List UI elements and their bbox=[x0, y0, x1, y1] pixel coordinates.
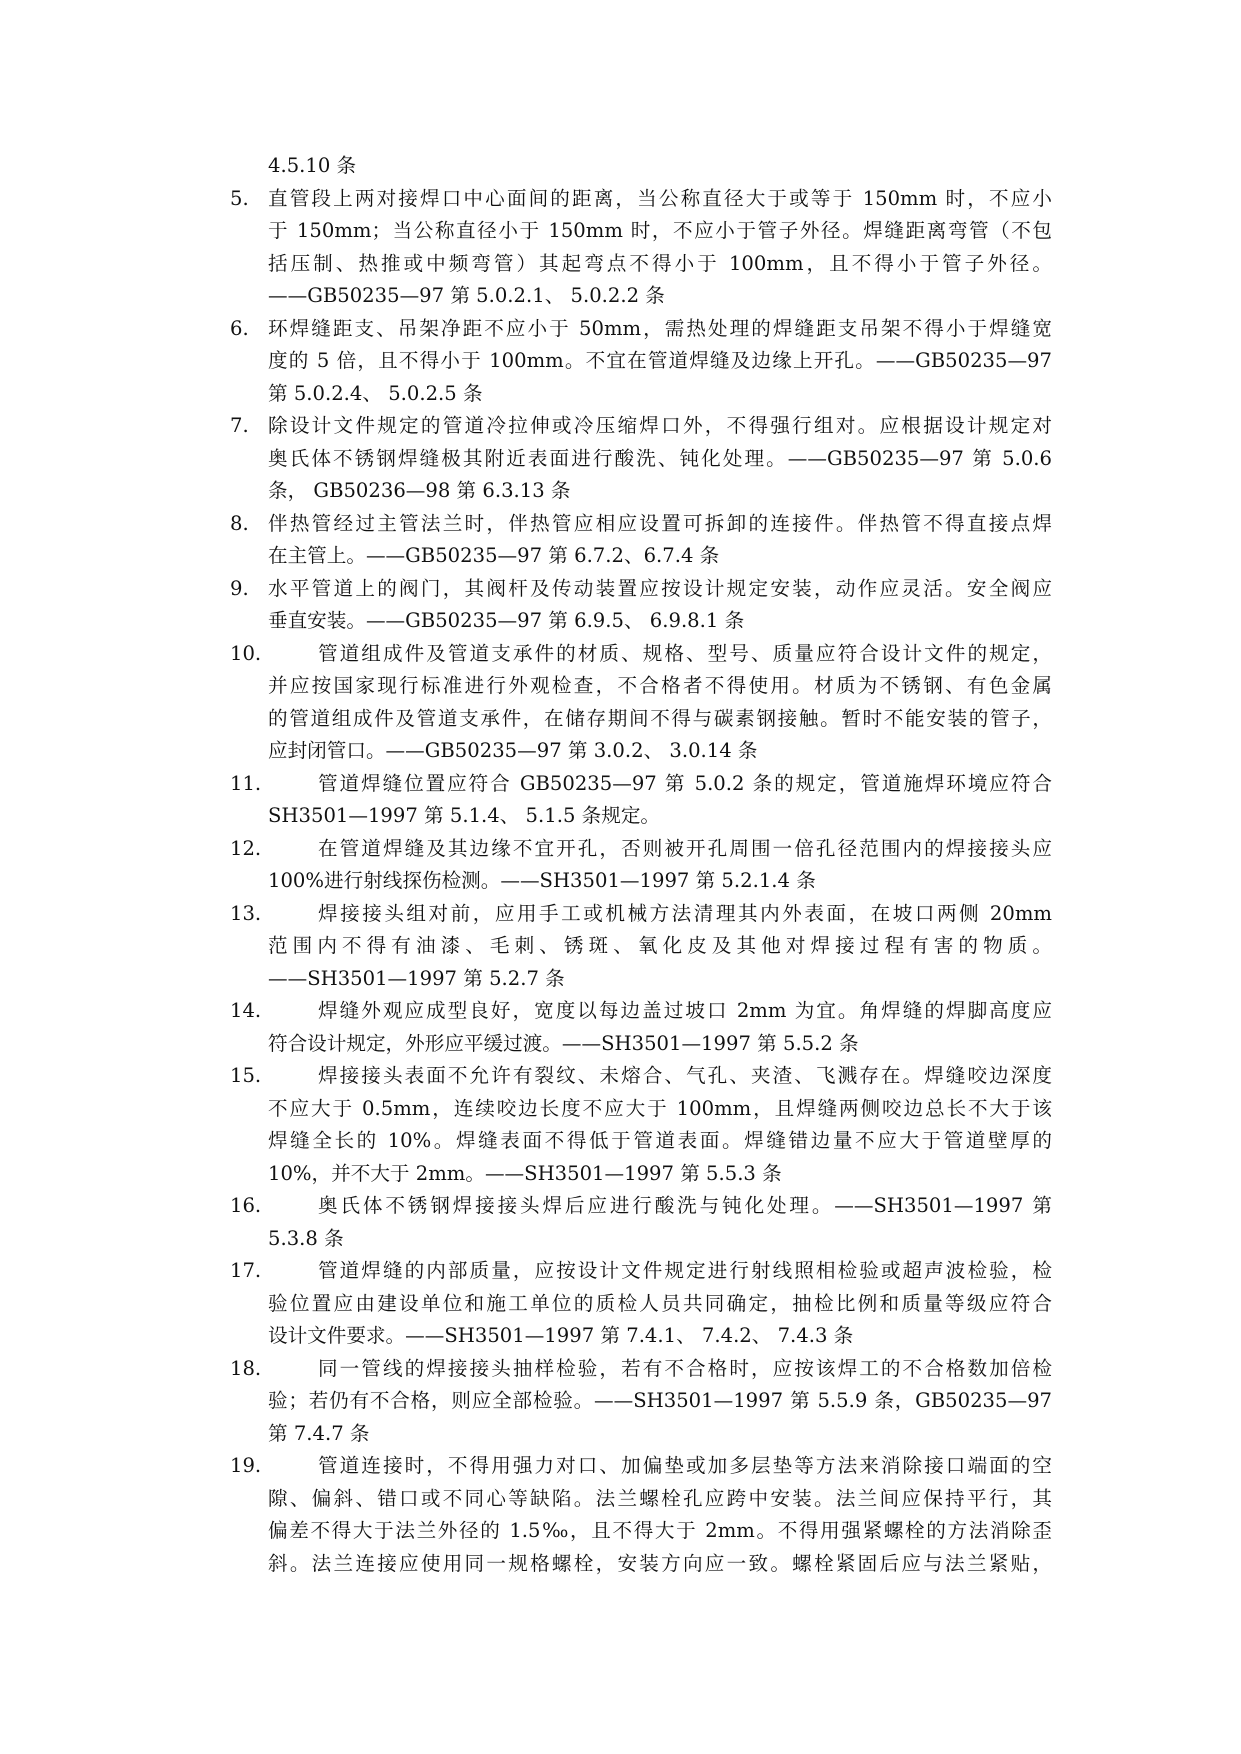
item-text-line: 验位置应由建设单位和施工单位的质检人员共同确定，抽检比例和质量等级应符合 bbox=[268, 1291, 1052, 1315]
text-line bbox=[230, 410, 1052, 443]
item-text-line: 第 7.4.7 条 bbox=[268, 1421, 370, 1445]
item-text-line: 焊接接头组对前，应用手工或机械方法清理其内外表面，在坡口两侧 20mm bbox=[318, 901, 1052, 925]
item-text-line: 范围内不得有油漆、毛刺、锈斑、氧化皮及其他对焊接过程有害的物质。 bbox=[268, 934, 1052, 957]
item-text-line: 符合设计规定，外形应平缓过渡。——SH3501—1997 第 5.5.2 条 bbox=[268, 1031, 859, 1055]
text-line bbox=[230, 1418, 1052, 1451]
item-text-line: 伴热管经过主管法兰时，伴热管应相应设置可拆卸的连接件。伴热管不得直接点焊 bbox=[268, 511, 1052, 535]
text-line bbox=[230, 1483, 1052, 1516]
item-text-line: 100%进行射线探伤检测。——SH3501—1997 第 5.2.1.4 条 bbox=[268, 869, 816, 892]
item-text-line: 管道连接时，不得用强力对口、加偏垫或加多层垫等方法来消除接口端面的空 bbox=[318, 1454, 1052, 1477]
item-text-line: 应封闭管口。——GB50235—97 第 3.0.2、 3.0.14 条 bbox=[268, 739, 758, 762]
item-number: 8. bbox=[230, 511, 249, 535]
item-text-line: 焊缝全长的 10%。焊缝表面不得低于管道表面。焊缝错边量不应大于管道壁厚的 bbox=[268, 1129, 1052, 1152]
text-line bbox=[230, 443, 1052, 476]
text-line bbox=[230, 1450, 1052, 1483]
item-number: 9. bbox=[230, 576, 249, 600]
text-line bbox=[230, 670, 1052, 703]
text-line bbox=[230, 1320, 1052, 1353]
text-line bbox=[230, 345, 1052, 378]
item-text-line: 10%，并不大于 2mm。——SH3501—1997 第 5.5.3 条 bbox=[268, 1161, 782, 1185]
item-text-line: 管道组成件及管道支承件的材质、规格、型号、质量应符合设计文件的规定， bbox=[318, 641, 1052, 665]
text-line bbox=[230, 1190, 1052, 1223]
item-text-line: 焊接接头表面不允许有裂纹、未熔合、气孔、夹渣、飞溅存在。焊缝咬边深度 bbox=[318, 1064, 1052, 1087]
text-line bbox=[230, 1515, 1052, 1548]
item-number: 19. bbox=[230, 1454, 262, 1477]
item-text-line: 奥氏体不锈钢焊缝极其附近表面进行酸洗、钝化处理。——GB50235—97 第 5.0.6 bbox=[268, 446, 1052, 470]
item-text-line: SH3501—1997 第 5.1.4、 5.1.5 条规定。 bbox=[268, 804, 661, 827]
item-text-line: 管道焊缝的内部质量，应按设计文件规定进行射线照相检验或超声波检验，检 bbox=[318, 1259, 1052, 1282]
item-text-line: 隙、偏斜、错口或不同心等缺陷。法兰螺栓孔应跨中安装。法兰间应保持平行，其 bbox=[268, 1486, 1052, 1510]
item-number: 14. bbox=[230, 999, 262, 1022]
text-line bbox=[230, 1548, 1052, 1581]
text-line bbox=[230, 800, 1052, 833]
text-line bbox=[230, 183, 1052, 216]
item-text-line: 于 150mm；当公称直径小于 150mm 时，不应小于管子外径。焊缝距离弯管（不包 bbox=[268, 219, 1052, 242]
text-line bbox=[230, 508, 1052, 541]
item-number: 11. bbox=[230, 771, 262, 795]
item-text-line: 偏差不得大于法兰外径的 1.5‰，且不得大于 2mm。不得用强紧螺栓的方法消除歪 bbox=[268, 1519, 1052, 1542]
text-line bbox=[230, 768, 1052, 801]
item-number: 17. bbox=[230, 1259, 262, 1282]
text-line bbox=[230, 1288, 1052, 1321]
text-line bbox=[230, 1223, 1052, 1256]
item-number: 15. bbox=[230, 1064, 262, 1087]
item-text-line: 在管道焊缝及其边缘不宜开孔，否则被开孔周围一倍孔径范围内的焊接接头应 bbox=[318, 836, 1052, 860]
item-text-line: 4.5.10 条 bbox=[268, 154, 357, 177]
item-text-line: ——GB50235—97 第 5.0.2.1、 5.0.2.2 条 bbox=[268, 284, 665, 307]
item-text-line: 并应按国家现行标准进行外观检查，不合格者不得使用。材质为不锈钢、有色金属 bbox=[268, 674, 1052, 697]
text-line bbox=[230, 898, 1052, 931]
document-body bbox=[230, 150, 1052, 1580]
item-number: 18. bbox=[230, 1356, 262, 1380]
text-line bbox=[230, 475, 1052, 508]
item-text-line: 水平管道上的阀门，其阀杆及传动装置应按设计规定安装，动作应灵活。安全阀应 bbox=[268, 576, 1052, 600]
item-number: 7. bbox=[230, 414, 249, 437]
text-line bbox=[230, 248, 1052, 281]
item-number: 13. bbox=[230, 901, 262, 925]
item-text-line: 环焊缝距支、吊架净距不应小于 50mm，需热处理的焊缝距支吊架不得小于焊缝宽 bbox=[268, 316, 1052, 340]
item-text-line: 奥氏体不锈钢焊接接头焊后应进行酸洗与钝化处理。——SH3501—1997 第 bbox=[318, 1194, 1052, 1217]
text-line bbox=[230, 150, 1052, 183]
text-line bbox=[230, 605, 1052, 638]
item-number: 16. bbox=[230, 1194, 262, 1217]
item-text-line: 括压制、热推或中频弯管）其起弯点不得小于 100mm，且不得小于管子外径。 bbox=[268, 251, 1052, 275]
text-line bbox=[230, 703, 1052, 736]
text-line bbox=[230, 735, 1052, 768]
item-text-line: 垂直安装。——GB50235—97 第 6.9.5、 6.9.8.1 条 bbox=[268, 609, 745, 632]
text-line bbox=[230, 1385, 1052, 1418]
item-text-line: 在主管上。——GB50235—97 第 6.7.2、6.7.4 条 bbox=[268, 544, 720, 567]
text-line bbox=[230, 995, 1052, 1028]
item-text-line: 设计文件要求。——SH3501—1997 第 7.4.1、 7.4.2、 7.4.3 条 bbox=[268, 1324, 854, 1347]
item-text-line: 5.3.8 条 bbox=[268, 1226, 344, 1250]
text-line bbox=[230, 930, 1052, 963]
text-line bbox=[230, 313, 1052, 346]
item-text-line: 焊缝外观应成型良好，宽度以每边盖过坡口 2mm 为宜。角焊缝的焊脚高度应 bbox=[318, 999, 1052, 1022]
text-line bbox=[230, 1353, 1052, 1386]
item-text-line: 第 5.0.2.4、 5.0.2.5 条 bbox=[268, 381, 483, 405]
item-text-line: 条， GB50236—98 第 6.3.13 条 bbox=[268, 479, 571, 502]
text-line bbox=[230, 865, 1052, 898]
item-number: 12. bbox=[230, 836, 262, 860]
item-text-line: 管道焊缝位置应符合 GB50235—97 第 5.0.2 条的规定，管道施焊环境应符合 bbox=[318, 771, 1052, 795]
text-line bbox=[230, 963, 1052, 996]
item-text-line: 的管道组成件及管道支承件，在储存期间不得与碳素钢接触。暂时不能安装的管子， bbox=[268, 706, 1052, 730]
item-text-line: 除设计文件规定的管道冷拉伸或冷压缩焊口外，不得强行组对。应根据设计规定对 bbox=[268, 414, 1052, 437]
text-line bbox=[230, 215, 1052, 248]
text-line bbox=[230, 1158, 1052, 1191]
item-text-line: 同一管线的焊接接头抽样检验，若有不合格时，应按该焊工的不合格数加倍检 bbox=[318, 1356, 1052, 1380]
text-line bbox=[230, 638, 1052, 671]
item-number: 5. bbox=[230, 186, 249, 210]
item-number: 10. bbox=[230, 641, 262, 665]
text-line bbox=[230, 540, 1052, 573]
item-text-line: ——SH3501—1997 第 5.2.7 条 bbox=[268, 966, 565, 990]
item-text-line: 直管段上两对接焊口中心面间的距离，当公称直径大于或等于 150mm 时，不应小 bbox=[268, 186, 1052, 210]
text-line bbox=[230, 280, 1052, 313]
item-text-line: 度的 5 倍，且不得小于 100mm。不宜在管道焊缝及边缘上开孔。——GB50235—97 bbox=[268, 349, 1052, 372]
text-line bbox=[230, 573, 1052, 606]
item-text-line: 验；若仍有不合格，则应全部检验。——SH3501—1997 第 5.5.9 条，GB50235—97 bbox=[268, 1389, 1052, 1412]
text-line bbox=[230, 1255, 1052, 1288]
item-number: 6. bbox=[230, 316, 249, 340]
text-line bbox=[230, 1060, 1052, 1093]
text-line bbox=[230, 1125, 1052, 1158]
text-line bbox=[230, 1028, 1052, 1061]
text-line bbox=[230, 833, 1052, 866]
text-line bbox=[230, 1093, 1052, 1126]
text-line bbox=[230, 378, 1052, 411]
item-text-line: 不应大于 0.5mm，连续咬边长度不应大于 100mm，且焊缝两侧咬边总长不大于该 bbox=[268, 1096, 1052, 1120]
item-text-line: 斜。法兰连接应使用同一规格螺栓，安装方向应一致。螺栓紧固后应与法兰紧贴， bbox=[268, 1551, 1052, 1575]
